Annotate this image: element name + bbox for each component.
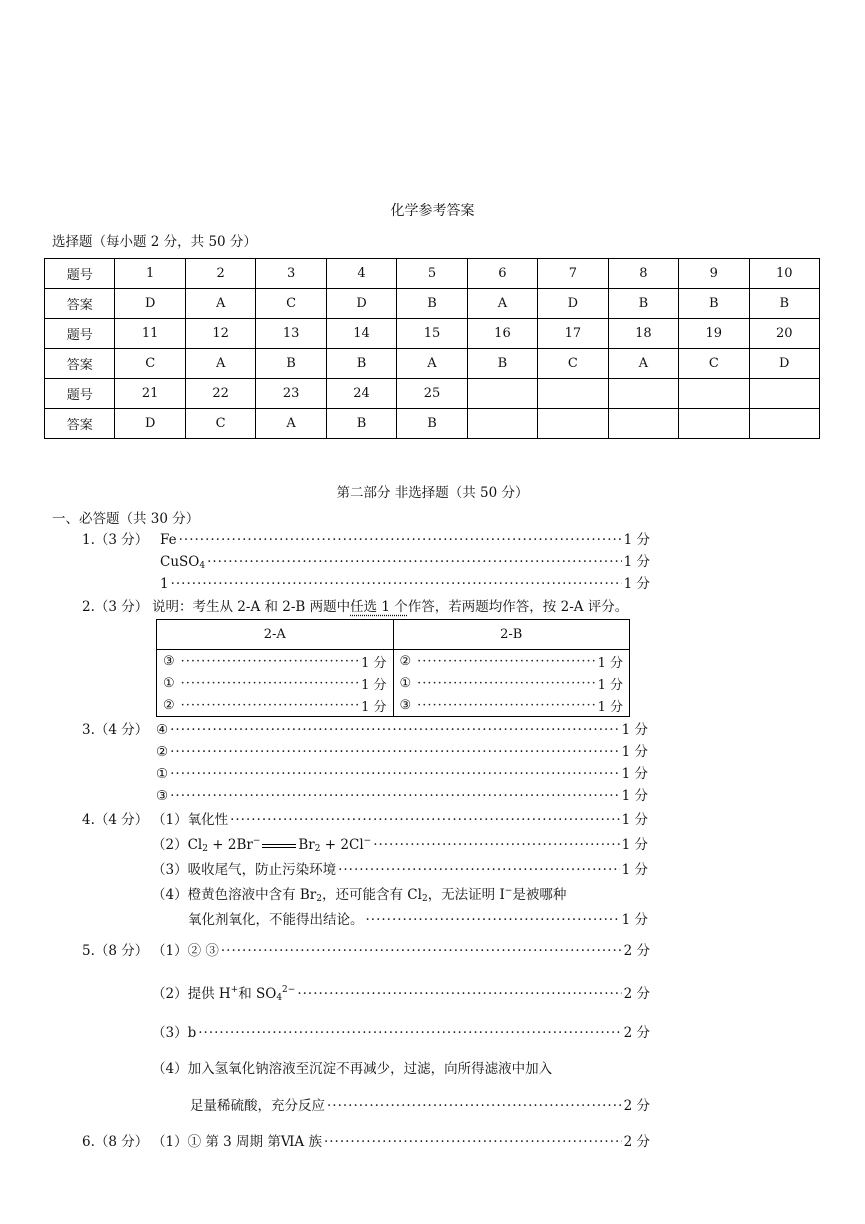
question-number-cell (538, 379, 608, 409)
answer-cell: B (749, 289, 819, 319)
q6-part-1: （1）① 第 3 周期 第ⅥA 族 ····· 2 分 (152, 1130, 650, 1150)
q4-part-2: $(2)Cl_2 + 2Br^-$ $Br_2 + 2Cl^-$ ····· 1 分 (152, 833, 648, 854)
q4-part-4-line-2: 氧化剂氧化，不能得出结论。 ····· 1 分 (188, 908, 648, 928)
q3-line-3: ① ····· 1 分 (156, 762, 648, 782)
2a-line: ① ····· 1 分 (163, 672, 387, 694)
mc-answer-row (45, 349, 820, 379)
answer-cell: B (397, 289, 467, 319)
answer-cell: D (538, 289, 608, 319)
answer-cell: D (326, 289, 396, 319)
mc-header: 选择题（每小题 2 分，共 50 分） (52, 234, 257, 250)
equals-sign (262, 844, 296, 848)
answer-cell: A (256, 409, 326, 439)
question-number-cell: 10 (749, 259, 819, 289)
col-2b-header: 2-B (393, 620, 630, 650)
equation: $(2)Cl_2 + 2Br^-$ $Br_2 + 2Cl^-$ (152, 836, 372, 854)
question-number-cell: 4 (326, 259, 396, 289)
question-number-cell: 11 (115, 319, 185, 349)
answer-cell: C (115, 349, 185, 379)
page-title: 化学参考答案 (390, 203, 475, 219)
question-number-cell (749, 379, 819, 409)
q1-line-1: Fe ····· 1 分 (160, 528, 650, 548)
question-number-cell (467, 379, 537, 409)
2a-line: ② ····· 1 分 (163, 694, 387, 716)
row-header-number: 题号 (45, 379, 115, 409)
col-2a-header: 2-A (157, 620, 394, 650)
answer-cell: A (608, 349, 678, 379)
answer-cell: D (115, 289, 185, 319)
answer-cell: B (608, 289, 678, 319)
mc-answer-table (44, 258, 820, 439)
q5-part-1: （1）② ③ ····· 2 分 (152, 939, 650, 959)
answer-cell: B (326, 409, 396, 439)
answer-cell: C (679, 349, 749, 379)
q5-label: 5.（8 分） (82, 943, 149, 959)
question-number-cell: 21 (115, 379, 185, 409)
row-header-number: 题号 (45, 319, 115, 349)
mc-answer-row (45, 289, 820, 319)
q3-line-2: ② ····· 1 分 (156, 740, 648, 760)
answer-cell: D (749, 349, 819, 379)
question-number-cell: 12 (185, 319, 255, 349)
row-header-answer: 答案 (45, 289, 115, 319)
question-number-cell: 20 (749, 319, 819, 349)
question-number-cell: 5 (397, 259, 467, 289)
row-header-number: 题号 (45, 259, 115, 289)
row-header-answer: 答案 (45, 409, 115, 439)
answer-cell: C (185, 409, 255, 439)
mc-number-row (45, 319, 820, 349)
answer-cell (608, 409, 678, 439)
answer-cell: C (538, 349, 608, 379)
answer-cell: B (326, 349, 396, 379)
answer-cell: D (115, 409, 185, 439)
question-number-cell: 17 (538, 319, 608, 349)
question-number-cell: 14 (326, 319, 396, 349)
q1-line-2: CuSO$_4$ ····· 1 分 (160, 550, 650, 571)
answer-cell: C (256, 289, 326, 319)
answer-cell (467, 409, 537, 439)
question-number-cell: 23 (256, 379, 326, 409)
col-2a-answers (157, 650, 394, 717)
section1-title: 一、必答题（共 30 分） (52, 511, 200, 527)
q1-line-3: 1 ····· 1 分 (160, 572, 650, 592)
col-2b-answers (393, 650, 630, 717)
q5-part-3: （3）b ····· 2 分 (152, 1021, 650, 1041)
q4-label: 4.（4 分） (82, 812, 149, 828)
q2-choice-table (156, 619, 630, 717)
question-number-cell: 9 (679, 259, 749, 289)
question-number-cell: 18 (608, 319, 678, 349)
question-number-cell: 2 (185, 259, 255, 289)
answer-cell (749, 409, 819, 439)
q4-part-4-line-1: （4）橙黄色溶液中含有 $Br_2$，还可能含有 $Cl_2$，无法证明 I−是被哪种 (152, 886, 567, 904)
2a-line: ③ ····· 1 分 (163, 650, 387, 672)
q3-line-4: ③ ····· 1 分 (156, 784, 648, 804)
answer-cell (538, 409, 608, 439)
answer-cell: A (397, 349, 467, 379)
question-number-cell: 8 (608, 259, 678, 289)
q5-part-2: （2）提供 H+和 $SO_4^{2-}$ ····· 2 分 (152, 982, 650, 1003)
q4-part-3: （3）吸收尾气，防止污染环境 ····· 1 分 (152, 858, 648, 878)
q5-part-4-line-2: 足量稀硫酸，充分反应 ····· 2 分 (190, 1094, 650, 1114)
q2-note: 说明：考生从 2-A 和 2-B 两题中任选 1 个作答，若两题均作答，按 2-A 评分。 (152, 599, 629, 615)
question-number-cell: 3 (256, 259, 326, 289)
q2-label: 2.（3 分） (82, 599, 149, 615)
answer-cell: A (185, 349, 255, 379)
question-number-cell: 15 (397, 319, 467, 349)
question-number-cell: 22 (185, 379, 255, 409)
answer-cell: A (185, 289, 255, 319)
question-number-cell (679, 379, 749, 409)
question-number-cell: 1 (115, 259, 185, 289)
row-header-answer: 答案 (45, 349, 115, 379)
question-number-cell: 25 (397, 379, 467, 409)
question-number-cell: 13 (256, 319, 326, 349)
q3-label: 3.（4 分） (82, 722, 149, 738)
question-number-cell: 6 (467, 259, 537, 289)
answer-cell: B (397, 409, 467, 439)
q4-part-1: （1）氧化性 ····· 1 分 (152, 808, 648, 828)
q3-line-1: ④ ····· 1 分 (156, 718, 648, 738)
2b-line: ② ····· 1 分 (400, 650, 624, 672)
question-number-cell: 24 (326, 379, 396, 409)
question-number-cell: 19 (679, 319, 749, 349)
answer-cell: B (467, 349, 537, 379)
mc-number-row (45, 379, 820, 409)
question-number-cell (608, 379, 678, 409)
mc-answer-row (45, 409, 820, 439)
answer-cell: B (256, 349, 326, 379)
q5-part-4-line-1: （4）加入氢氧化钠溶液至沉淀不再减少，过滤，向所得滤液中加入 (152, 1061, 553, 1077)
answer-cell (679, 409, 749, 439)
2b-line: ① ····· 1 分 (400, 672, 624, 694)
2b-line: ③ ····· 1 分 (400, 694, 624, 716)
mc-number-row (45, 259, 820, 289)
q6-label: 6.（8 分） (82, 1134, 149, 1150)
answer-cell: B (679, 289, 749, 319)
answer-cell: A (467, 289, 537, 319)
question-number-cell: 16 (467, 319, 537, 349)
part2-title: 第二部分 非选择题（共 50 分） (336, 485, 529, 501)
q1-label: 1.（3 分） (82, 532, 149, 548)
question-number-cell: 7 (538, 259, 608, 289)
